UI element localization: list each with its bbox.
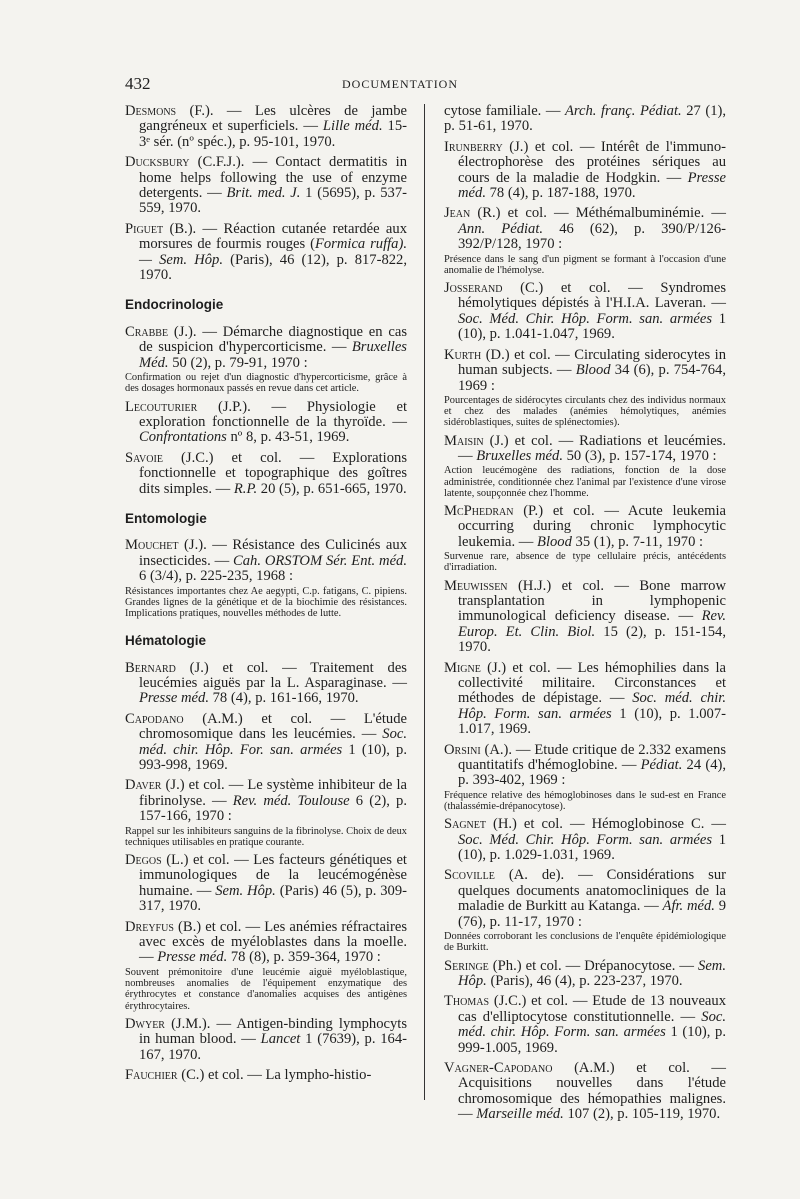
entry-citation: 1 (10), p. 1.007-1.017, 1969. (458, 705, 726, 738)
entry-author: Irunberry (444, 138, 503, 155)
entry-source: Soc. méd. chir. Hôp. For. san. armées (139, 726, 407, 758)
entry-author: Seringe (444, 957, 489, 974)
entry-source: Rev. méd. Toulouse (232, 792, 350, 809)
entry-author: Maisin (444, 432, 484, 449)
bibliography-entry (444, 504, 726, 574)
bibliography-entry (125, 155, 407, 217)
entry-citation: 35 (1), p. 7-11, 1970 : (571, 533, 704, 550)
entry-author: Scoville (444, 867, 495, 884)
entry-title: (C.) et col. — La lympho-histio- (177, 1066, 372, 1083)
entry-citation: 46 (62), p. 390/P/126-392/P/128, 1970 : (458, 220, 726, 253)
entry-citation: 24 (4), p. 393-402, 1969 : (458, 757, 727, 789)
bibliography-entry (444, 661, 726, 738)
bibliography-entry (444, 140, 726, 202)
running-head: DOCUMENTATION (341, 77, 459, 91)
entry-source: Lille méd. (322, 118, 383, 135)
entry-note: Pourcentages de sidérocytes circulants chez des individus normaux et chez des malades (anémies hémolytiques, anémies sidéroblastiques, suites de splénectomies). (444, 394, 726, 429)
entry-source: R.P. (233, 480, 258, 497)
bibliography-entry (125, 538, 407, 619)
entry-title: (J.) et col. — Les hémophilies dans la collectivité militaire. Circonstances et méthodes de dépistage. — (458, 659, 726, 707)
right-column (444, 104, 726, 1128)
entry-author: McPhedran (444, 502, 514, 519)
entry-title: (J.). — Démarche diagnostique en cas de suspicion d'hypercorticisme. — (139, 323, 407, 356)
entry-citation: (Paris), 46 (12), p. 817-822, 1970. (139, 251, 407, 284)
section-heading: Entomologie (125, 510, 207, 526)
entry-source: Formica ruffa). — Sem. Hôp. (139, 236, 407, 268)
entry-author: Crabbe (125, 323, 169, 340)
bibliography-entry (444, 817, 726, 863)
entry-source: Blood (575, 362, 611, 379)
entry-source: Bruxelles Méd. (139, 339, 407, 371)
entry-author: Meuwissen (444, 577, 508, 594)
entry-title: (H.J.) et col. — Bone marrow transplantation in lymphopenic immunological deficiency disease. — (458, 577, 726, 625)
entry-author: Thomas (444, 993, 490, 1010)
entry-citation: 1 (5695), p. 537-559, 1970. (139, 185, 407, 217)
bibliography-entry (444, 434, 726, 499)
entry-author: Degos (125, 852, 162, 869)
bibliography-entry (444, 959, 726, 990)
entry-source: Presse méd. (157, 949, 228, 966)
entry-title: (C.) et col. — Syndromes hémolytiques dépistés à l'H.I.A. Laveran. — (458, 280, 726, 312)
bibliography-entry (125, 451, 407, 497)
entry-title: (R.) et col. — Méthémalbuminémie. — (470, 205, 726, 222)
entry-title: (C.F.J.). — Contact dermatitis in home helps following the use of enzyme detergents. — (139, 154, 407, 202)
entry-citation: 1 (10), p. 1.029-1.031, 1969. (458, 831, 726, 864)
bibliography-entry (125, 325, 407, 395)
entry-note: Présence dans le sang d'un pigment se formant à l'occasion d'une anomalie de l'hémolyse. (444, 253, 726, 276)
bibliography-entry (125, 778, 407, 848)
entry-author: Josserand (444, 280, 503, 297)
column-divider (424, 104, 425, 1100)
bibliography-entry (125, 853, 407, 915)
entry-title: (A.M.) et col. — L'étude chromosomique dans les leucémies. — (139, 710, 407, 743)
entry-citation: 6 (3/4), p. 225-235, 1968 : (139, 568, 294, 585)
entry-author: Migne (444, 659, 481, 676)
entry-title: (B.) et col. — Les anémies réfractaires avec excès de myéloblastes dans la moelle. — (139, 918, 407, 966)
entry-source: Ann. Pédiat. (458, 220, 544, 237)
entry-title: (J.) et col. — Traitement des leucémies aiguës par la L. Asparaginase. — (139, 659, 407, 691)
entry-author: Kurth (444, 346, 482, 363)
entry-author: Vagner-Capodano (444, 1059, 553, 1076)
entry-source: Afr. méd. (662, 898, 715, 915)
entry-note: Données corroborant les conclusions de l'enquête épidémiologique de Burkitt. (444, 931, 726, 954)
entry-author: Jean (444, 205, 471, 222)
entry-note: Fréquence relative des hémoglobinoses dans le sud-est en France (thalassémie-drépanocytose). (444, 789, 726, 813)
entry-title: (Ph.) et col. — Drépanocytose. — (488, 957, 699, 974)
entry-citation: 6 (2), p. 157-166, 1970 : (139, 792, 407, 825)
section-heading: Endocrinologie (125, 297, 224, 313)
entry-title: (F.). — Les ulcères de jambe gangréneux et superficiels. — (139, 103, 407, 135)
entry-citation: 1 (10), p. 993-998, 1969. (139, 741, 408, 774)
entry-author: Dwyer (125, 1015, 165, 1032)
bibliography-entry (125, 1068, 407, 1083)
entry-citation: (Paris) 46 (5), p. 309-317, 1970. (139, 882, 407, 915)
entry-citation: 27 (1), p. 51-61, 1970. (444, 103, 726, 135)
bibliography-entry (125, 104, 407, 150)
entry-source: Confrontations (139, 429, 227, 446)
entry-author: Fauchier (125, 1066, 178, 1083)
bibliography-entry (125, 712, 407, 774)
entry-title: (A.M.) et col. — Acquisitions nouvelles dans l'étude chromosomique des hémopathies malignes. — (458, 1059, 726, 1123)
entry-citation: 9 (76), p. 11-17, 1970 : (458, 898, 726, 930)
entry-title: (A.). — Etude critique de 2.332 examens quantitatifs d'hémoglobine. — (458, 741, 726, 774)
bibliography-entry (444, 348, 726, 429)
bibliography-entry (125, 661, 407, 707)
entry-citation: 20 (5), p. 651-665, 1970. (257, 480, 407, 497)
entry-source: Sem. Hôp. (215, 882, 276, 899)
entry-source: Cah. ORSTOM Sér. Ent. méd. (233, 552, 407, 569)
entry-author: Ducksbury (125, 154, 190, 171)
entry-title: (L.) et col. — Les facteurs génétiques et immunologiques de la leucémogénèse humaine. — (139, 852, 407, 899)
entry-source: Presse méd. (458, 169, 726, 202)
bibliography-entry (444, 994, 726, 1056)
entry-title: (J.). — Résistance des Culicinés aux insecticides. — (139, 537, 407, 569)
bibliography-entry (125, 222, 407, 284)
entry-title: (D.) et col. — Circulating siderocytes in human subjects. — (458, 346, 726, 379)
bibliography-entry (125, 920, 407, 1012)
bibliography-entry (125, 1017, 407, 1063)
entry-note: Survenue rare, absence de type cellulaire précis, antécédents d'irradiation. (444, 551, 726, 574)
bibliography-entry (444, 579, 726, 656)
entry-citation: 50 (2), p. 79-91, 1970 : (168, 354, 308, 371)
section-heading: Hématologie (125, 633, 207, 649)
entry-author: Dreyfus (125, 918, 174, 935)
entry-title: (J.) et col. — Intérêt de l'immuno-électrophorèse des protéines sériques au cours de la maladie de Hodgkin. — (458, 138, 726, 186)
entry-source: Lancet (260, 1031, 301, 1048)
entry-title: cytose familiale. — (444, 103, 565, 119)
entry-citation: 78 (4), p. 161-166, 1970. (208, 690, 359, 707)
entry-citation: 78 (4), p. 187-188, 1970. (485, 185, 636, 202)
entry-citation: (Paris), 46 (4), p. 223-237, 1970. (486, 972, 683, 989)
entry-note: Souvent prémonitoire d'une leucémie aiguë myéloblastique, nombreuses anomalies de l'équipement enzymatique des érythrocytes et constance d'anomalies acquises des antigènes érythrocytaires. (125, 966, 407, 1012)
entry-note: Confirmation ou rejet d'un diagnostic d'hypercorticisme, grâce à des dosages hormonaux passés en revue dans cet article. (125, 372, 407, 395)
bibliography-entry (125, 400, 407, 446)
entry-title: (P.) et col. — Acute leukemia occurring during chronic lymphocytic leukemia. — (458, 502, 726, 550)
entry-source: Pédiat. (640, 757, 683, 774)
entry-author: Mouchet (125, 537, 179, 554)
entry-author: Orsini (444, 741, 481, 758)
entry-author: Desmons (125, 103, 177, 119)
entry-source: Blood (537, 533, 572, 550)
entry-source: Soc. Méd. Chir. Hôp. Form. san. armées (458, 831, 713, 848)
entry-title: (J.P.). — Physiologie et exploration fonctionnelle de la thyroïde. — (139, 398, 407, 430)
entry-author: Savoie (125, 449, 163, 466)
entry-title: (J.) et col. — Radiations et leucémies. — (458, 432, 726, 464)
entry-author: Daver (125, 777, 162, 794)
entry-author: Bernard (125, 659, 176, 676)
entry-author: Lecouturier (125, 398, 198, 415)
entry-citation: 78 (8), p. 359-364, 1970 : (227, 949, 381, 966)
entry-source: Soc. Méd. Chir. Hôp. Form. san. armées (458, 310, 713, 327)
entry-title: (J.M.). — Antigen-binding lymphocyts in human blood. — (139, 1015, 407, 1048)
bibliography-entry (444, 743, 726, 813)
entry-citation: 1 (10), p. 1.041-1.047, 1969. (458, 310, 726, 343)
entry-source: Marseille méd. (476, 1106, 564, 1123)
entry-citation: 15 (2), p. 151-154, 1970. (458, 623, 726, 656)
entry-title: (J.C.) et col. — Etude de 13 nouveaux cas d'elliptocytose constitutionnelle. — (458, 993, 726, 1025)
entry-note: Résistances importantes chez Ae aegypti, C.p. fatigans, C. pipiens. Grandes lignes de la génétique et de la biochimie des résistances. Implications pratiques, nouvelles méthodes de lutte. (125, 585, 407, 619)
entry-citation: 15-3ᵉ sér. (nº spéc.), p. 95-101, 1970. (139, 118, 407, 150)
entry-source: Sem. Hôp. (458, 957, 726, 989)
page-number: 432 (125, 74, 151, 93)
entry-source: Bruxelles méd. (476, 447, 563, 464)
entry-source: Soc. méd. chir. Hôp. Form. san. armées (458, 690, 726, 722)
entry-source: Rev. Europ. Et. Clin. Biol. (458, 608, 726, 640)
bibliography-entry (444, 281, 726, 343)
entry-author: Piguet (125, 220, 164, 237)
entry-source: Presse méd. (139, 690, 209, 707)
entry-note: Action leucémogène des radiations, fonction de la dose administrée, conditionnée chez l'animal par l'existence d'une virose latente, soupçonnée chez l'homme. (444, 465, 726, 499)
entry-citation: 107 (2), p. 105-119, 1970. (563, 1106, 721, 1123)
entry-title: (J.) et col. — Le système inhibiteur de la fibrinolyse. — (139, 777, 407, 809)
entry-title: (J.C.) et col. — Explorations fonctionnelle et topographique des goîtres dits simples. — (139, 449, 407, 497)
entry-author: Capodano (125, 710, 184, 727)
bibliography-entry (444, 206, 726, 276)
entry-citation: nº 8, p. 43-51, 1969. (226, 429, 350, 446)
entry-title: (A. de). — Considérations sur quelques documents anatomocliniques de la maladie de Burkitt au Katanga. — (458, 867, 726, 915)
bibliography-entry (444, 1061, 726, 1123)
entry-citation: 1 (10), p. 999-1.005, 1969. (458, 1024, 726, 1056)
bibliography-entry (444, 104, 726, 135)
entry-citation: 34 (6), p. 754-764, 1969 : (458, 362, 726, 394)
entry-title: (H.) et col. — Hémoglobinose C. — (486, 816, 726, 833)
bibliography-entry (444, 868, 726, 953)
entry-source: Brit. med. J. (226, 185, 301, 202)
entry-note: Rappel sur les inhibiteurs sanguins de la fibrinolyse. Choix de deux techniques utilisables en pratique courante. (125, 825, 407, 848)
entry-citation: 50 (3), p. 157-174, 1970 : (562, 447, 717, 464)
entry-source: Arch. franç. Pédiat. (564, 103, 682, 119)
entry-citation: 1 (7639), p. 164-167, 1970. (139, 1031, 407, 1063)
entry-source: Soc. méd. chir. Hôp. Form. san. armées (458, 1008, 726, 1041)
entry-author: Sagnet (444, 816, 486, 833)
left-column (125, 104, 407, 1088)
entry-title: (B.). — Réaction cutanée retardée aux morsures de fourmis rouges ( (139, 220, 407, 253)
